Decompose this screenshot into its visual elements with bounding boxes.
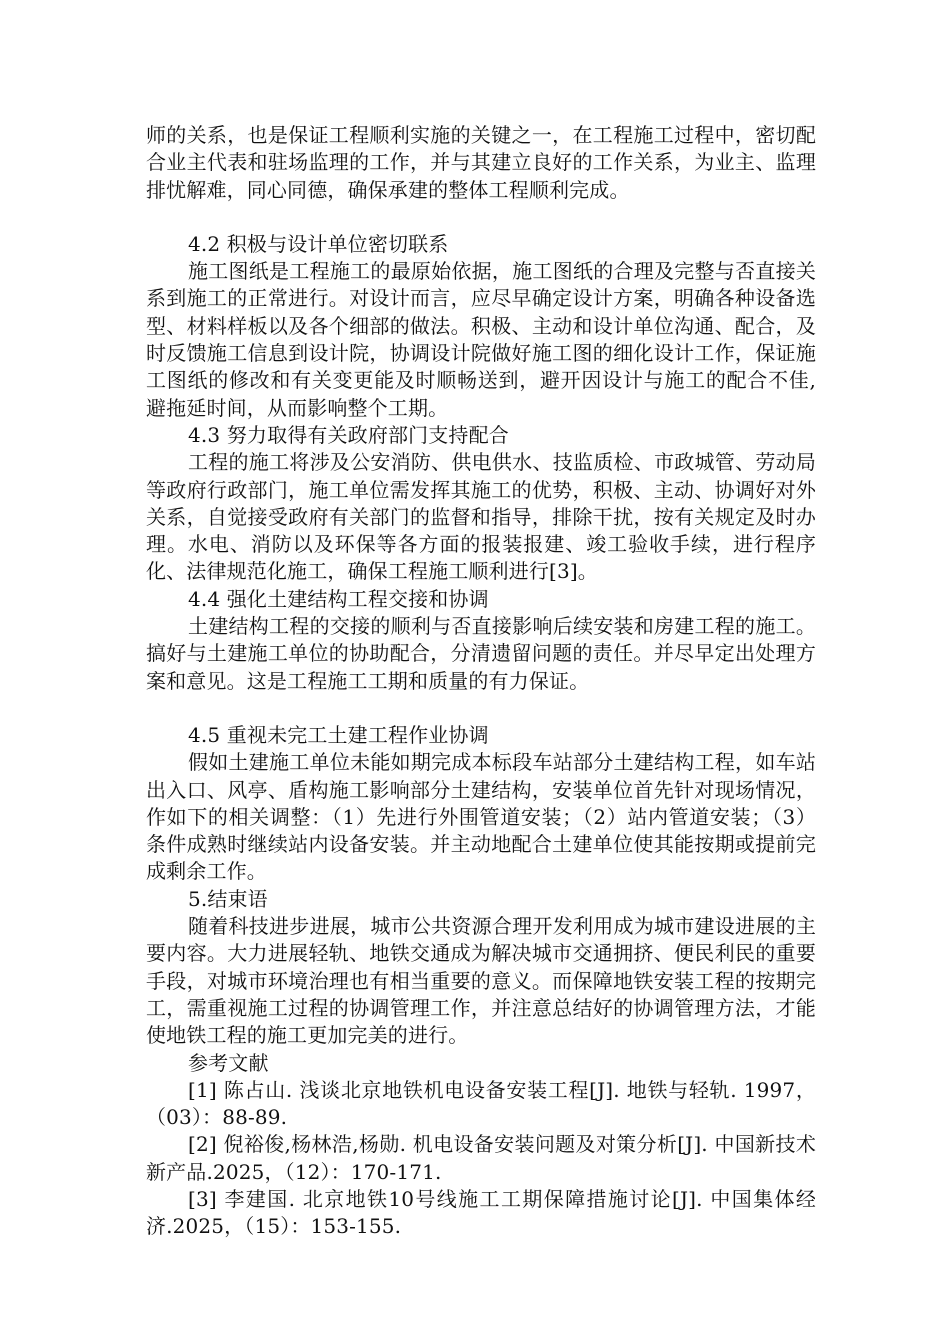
document-body (146, 122, 816, 1241)
spacer (146, 695, 816, 722)
paragraph-4-5: 假如土建施工单位未能如期完成本标段车站部分土建结构工程，如车站出入口、风亭、盾构施工影响部分土建结构，安装单位首先针对现场情况，作如下的相关调整：（1）先进行外围管道安装；（2）站内管道安装；（3）条件成熟时继续站内设备安装。并主动地配合土建单位使其能按期或提前完成剩余工作。 (146, 750, 816, 884)
paragraph-4-4: 土建结构工程的交接的顺利与否直接影响后续安装和房建工程的施工。搞好与土建施工单位的协助配合，分清遗留问题的责任。并尽早定出处理方案和意见。这是工程施工工期和质量的有力保证。 (146, 614, 816, 693)
heading-4-3: 4.3 努力取得有关政府部门支持配合 (188, 422, 509, 447)
heading-4-4: 4.4 强化土建结构工程交接和协调 (188, 586, 489, 611)
heading-4-2: 4.2 积极与设计单位密切联系 (188, 231, 449, 256)
reference-item-2: [2] 倪裕俊,杨林浩,杨勋. 机电设备安装问题及对策分析[J]. 中国新技术新产品.2025，（12）：170-171. (146, 1132, 816, 1184)
reference-item-1: [1] 陈占山. 浅谈北京地铁机电设备安装工程[J]. 地铁与轻轨. 1997，（03）：88-89. (146, 1077, 816, 1130)
paragraph-intro-continued: 师的关系，也是保证工程顺利实施的关键之一，在工程施工过程中，密切配合业主代表和驻场监理的工作，并与其建立良好的工作关系，为业主、监理排忧解难，同心同德，确保承建的整体工程顺利完成。 (146, 123, 816, 202)
spacer (146, 204, 816, 231)
reference-item-3: [3] 李建国. 北京地铁10号线施工工期保障措施讨论[J]. 中国集体经济.2025，（15）：153-155. (146, 1186, 816, 1239)
heading-references: 参考文献 (188, 1050, 269, 1075)
paragraph-4-2: 施工图纸是工程施工的最原始依据，施工图纸的合理及完整与否直接关系到施工的正常进行。对设计而言，应尽早确定设计方案，明确各种设备选型、材料样板以及各个细部的做法。积极、主动和设计单位沟通、配合，及时反馈施工信息到设计院，协调设计院做好施工图的细化设计工作，保证施工图纸的修改和有关变更能及时顺畅送到，避开因设计与施工的配合不佳,避拖延时间，从而影响整个工期。 (146, 259, 816, 420)
heading-4-5: 4.5 重视未完工土建工程作业协调 (188, 722, 489, 747)
heading-5-conclusion: 5.结束语 (188, 886, 268, 911)
paragraph-5-conclusion: 随着科技进步进展，城市公共资源合理开发利用成为城市建设进展的主要内容。大力进展轻轨、地铁交通成为解决城市交通拥挤、便民利民的重要手段，对城市环境治理也有相当重要的意义。而保障地铁安装工程的按期完工，需重视施工过程的协调管理工作，并注意总结好的协调管理方法，才能使地铁工程的施工更加完美的进行。 (146, 914, 816, 1048)
paragraph-4-3: 工程的施工将涉及公安消防、供电供水、技监质检、市政城管、劳动局等政府行政部门，施工单位需发挥其施工的优势，积极、主动、协调好对外关系，自觉接受政府有关部门的监督和指导，排除干扰，按有关规定及时办理。水电、消防以及环保等各方面的报装报建、竣工验收手续，进行程序化、法律规范化施工，确保工程施工顺利进行[3]。 (146, 450, 816, 584)
